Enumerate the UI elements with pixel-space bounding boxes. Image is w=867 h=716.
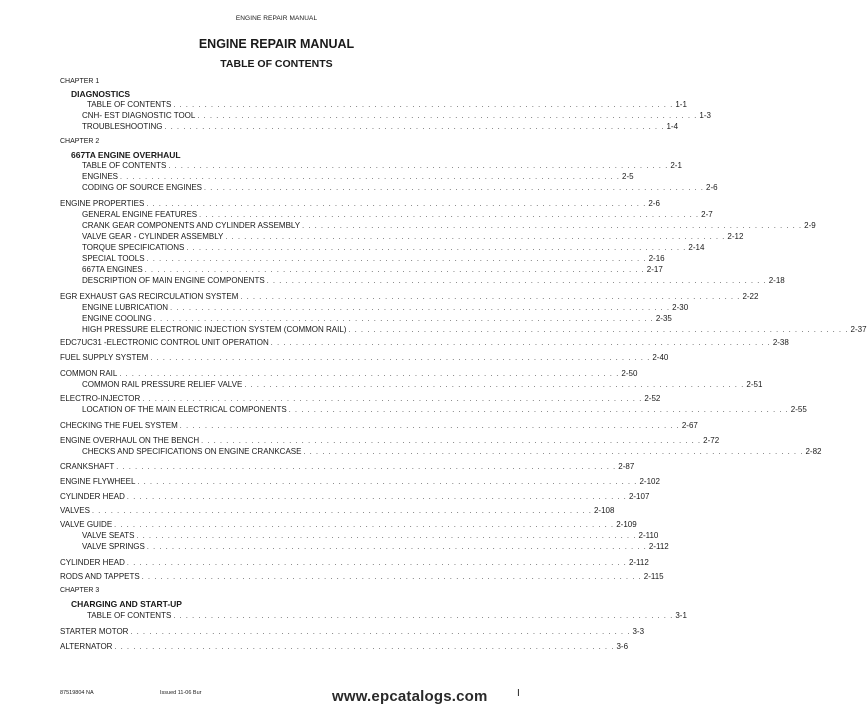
toc-entry[interactable] xyxy=(82,531,659,542)
toc-entry-title: TABLE OF CONTENTS xyxy=(82,161,167,170)
toc-leader-dots: . . . . . . . . . . . . . . . . . . . . . . . . . . . . . . . . . . . . . . . . . . . . . . . . . . . . . . . . . . . . . . . . . . . . . . . . . . . . . . . . xyxy=(91,508,592,515)
chapter-title: DIAGNOSTICS xyxy=(71,89,131,99)
toc-entry-title: VALVES xyxy=(60,506,90,515)
toc-entry[interactable] xyxy=(82,314,672,325)
toc-entry-page: 2-6 xyxy=(648,199,660,208)
toc-entry-page: 2-16 xyxy=(648,254,665,263)
toc-leader-dots: . . . . . . . . . . . . . . . . . . . . . . . . . . . . . . . . . . . . . . . . . . . . . . . . . . . . . . . . . . . . . . . . . . . . . . . . . . . . . . . . xyxy=(199,212,700,219)
toc-leader-dots: . . . . . . . . . . . . . . . . . . . . . . . . . . . . . . . . . . . . . . . . . . . . . . . . . . . . . . . . . . . . . . . . . . . . . . . . . . . . . . . . xyxy=(240,294,741,301)
toc-leader-dots: . . . . . . . . . . . . . . . . . . . . . . . . . . . . . . . . . . . . . . . . . . . . . . . . . . . . . . . . . . . . . . . . . . . . . . . . . . . . . . . . xyxy=(288,407,789,414)
toc-entry-page: 3-3 xyxy=(632,627,645,636)
toc-entry-page: 1-1 xyxy=(675,100,687,109)
toc-entry-page: 2-52 xyxy=(644,394,661,403)
toc-entry-title: HIGH PRESSURE ELECTRONIC INJECTION SYSTEM (COMMON RAIL) xyxy=(82,325,347,334)
toc-entry[interactable] xyxy=(82,276,785,287)
toc-entry[interactable] xyxy=(60,642,629,653)
toc-entry-page: 2-1 xyxy=(670,161,682,170)
toc-leader-dots: . . . . . . . . . . . . . . . . . . . . . . . . . . . . . . . . . . . . . . . . . . . . . . . . . . . . . . . . . . . . . . . . . . . . . . . . . . . . . . . . xyxy=(146,544,647,551)
toc-entry-title: CODING OF SOURCE ENGINES xyxy=(82,183,203,192)
toc-leader-dots: . . . . . . . . . . . . . . . . . . . . . . . . . . . . . . . . . . . . . . . . . . . . . . . . . . . . . . . . . . . . . . . . . . . . . . . . . . . . . . . . xyxy=(173,102,674,109)
toc-entry[interactable] xyxy=(82,221,816,232)
toc-entry-page: 2-9 xyxy=(804,221,816,230)
toc-entry-page: 2-17 xyxy=(646,265,663,274)
toc-leader-dots: . . . . . . . . . . . . . . . . . . . . . . . . . . . . . . . . . . . . . . . . . . . . . . . . . . . . . . . . . . . . . . . . . . . . . . . . . . . . . . . . xyxy=(168,163,669,170)
toc-entry-title: ENGINES xyxy=(82,172,119,181)
toc-entry-title: ENGINE COOLING xyxy=(82,314,152,323)
toc-entry-page: 1-3 xyxy=(699,111,711,120)
toc-entry[interactable] xyxy=(60,394,661,405)
toc-entry-title: ELECTRO-INJECTOR xyxy=(60,394,141,403)
toc-entry-page: 1-4 xyxy=(666,122,679,131)
toc-entry-title: GENERAL ENGINE FEATURES xyxy=(82,210,198,219)
toc-leader-dots: . . . . . . . . . . . . . . . . . . . . . . . . . . . . . . . . . . . . . . . . . . . . . . . . . . . . . . . . . . . . . . . . . . . . . . . . . . . . . . . . xyxy=(197,113,698,120)
toc-leader-dots: . . . . . . . . . . . . . . . . . . . . . . . . . . . . . . . . . . . . . . . . . . . . . . . . . . . . . . . . . . . . . . . . . . . . . . . . . . . . . . . . xyxy=(116,464,617,471)
toc-leader-dots: . . . . . . . . . . . . . . . . . . . . . . . . . . . . . . . . . . . . . . . . . . . . . . . . . . . . . . . . . . . . . . . . . . . . . . . . . . . . . . . . xyxy=(142,396,643,403)
toc-entry-page: 2-108 xyxy=(593,506,615,515)
chapter-label: CHAPTER 1 xyxy=(60,78,100,85)
toc-entry[interactable] xyxy=(60,292,759,303)
toc-entry-page: 2-51 xyxy=(746,380,763,389)
toc-entry-title: LOCATION OF THE MAIN ELECTRICAL COMPONENTS xyxy=(82,405,287,414)
toc-leader-dots: . . . . . . . . . . . . . . . . . . . . . . . . . . . . . . . . . . . . . . . . . . . . . . . . . . . . . . . . . . . . . . . . . . . . . . . . . . . . . . . . xyxy=(266,278,767,285)
toc-entry-title: FUEL SUPPLY SYSTEM xyxy=(60,353,149,362)
toc-entry[interactable] xyxy=(82,254,665,265)
toc-entry[interactable] xyxy=(87,100,687,111)
toc-leader-dots: . . . . . . . . . . . . . . . . . . . . . . . . . . . . . . . . . . . . . . . . . . . . . . . . . . . . . . . . . . . . . . . . . . . . . . . . . . . . . . . . xyxy=(141,574,642,581)
toc-entry-page: 2-14 xyxy=(688,243,705,252)
toc-entry[interactable] xyxy=(60,338,789,349)
chapter-label: CHAPTER 2 xyxy=(60,138,100,145)
toc-entry-title: CHECKING THE FUEL SYSTEM xyxy=(60,421,178,430)
toc-leader-dots: . . . . . . . . . . . . . . . . . . . . . . . . . . . . . . . . . . . . . . . . . . . . . . . . . . . . . . . . . . . . . . . . . . . . . . . . . . . . . . . . xyxy=(201,438,702,445)
toc-entry-title: TABLE OF CONTENTS xyxy=(87,611,172,620)
toc-leader-dots: . . . . . . . . . . . . . . . . . . . . . . . . . . . . . . . . . . . . . . . . . . . . . . . . . . . . . . . . . . . . . . . . . . . . . . . . . . . . . . . . xyxy=(146,256,647,263)
toc-entry[interactable] xyxy=(82,405,807,416)
toc-leader-dots: . . . . . . . . . . . . . . . . . . . . . . . . . . . . . . . . . . . . . . . . . . . . . . . . . . . . . . . . . . . . . . . . . . . . . . . . . . . . . . . . xyxy=(150,355,651,362)
toc-entry-title: ENGINE OVERHAUL ON THE BENCH xyxy=(60,436,200,445)
toc-leader-dots: . . . . . . . . . . . . . . . . . . . . . . . . . . . . . . . . . . . . . . . . . . . . . . . . . . . . . . . . . . . . . . . . . . . . . . . . . . . . . . . . xyxy=(114,522,615,529)
toc-entry-page: 2-22 xyxy=(742,292,759,301)
toc-entry-title: COMMON RAIL xyxy=(60,369,118,378)
toc-entry[interactable] xyxy=(60,572,664,583)
toc-entry-page: 2-7 xyxy=(701,210,713,219)
toc-entry[interactable] xyxy=(60,199,660,210)
toc-entry-page: 2-72 xyxy=(703,436,720,445)
toc-entry-page: 2-87 xyxy=(618,462,635,471)
toc-entry[interactable] xyxy=(60,506,615,517)
toc-entry-page: 2-30 xyxy=(672,303,689,312)
toc-entry-page: 2-102 xyxy=(639,477,660,486)
toc-entry[interactable] xyxy=(60,520,637,531)
toc-leader-dots: . . . . . . . . . . . . . . . . . . . . . . . . . . . . . . . . . . . . . . . . . . . . . . . . . . . . . . . . . . . . . . . . . . . . . . . . . . . . . . . . xyxy=(146,201,647,208)
toc-entry-title: SPECIAL TOOLS xyxy=(82,254,145,263)
toc-leader-dots: . . . . . . . . . . . . . . . . . . . . . . . . . . . . . . . . . . . . . . . . . . . . . . . . . . . . . . . . . . . . . . . . . . . . . . . . . . . . . . . . xyxy=(348,327,849,334)
toc-leader-dots: . . . . . . . . . . . . . . . . . . . . . . . . . . . . . . . . . . . . . . . . . . . . . . . . . . . . . . . . . . . . . . . . . . . . . . . . . . . . . . . . xyxy=(179,423,680,430)
toc-leader-dots: . . . . . . . . . . . . . . . . . . . . . . . . . . . . . . . . . . . . . . . . . . . . . . . . . . . . . . . . . . . . . . . . . . . . . . . . . . . . . . . . xyxy=(270,340,771,347)
toc-entry-page: 2-6 xyxy=(706,183,718,192)
toc-leader-dots: . . . . . . . . . . . . . . . . . . . . . . . . . . . . . . . . . . . . . . . . . . . . . . . . . . . . . . . . . . . . . . . . . . . . . . . . . . . . . . . . xyxy=(186,245,687,252)
toc-entry-page: 2-82 xyxy=(805,447,822,456)
toc-entry[interactable] xyxy=(60,436,720,447)
toc-entry[interactable] xyxy=(60,369,638,380)
footer-issue-date: Issued 11-06 Bur xyxy=(160,690,202,696)
toc-entry-title: VALVE SEATS xyxy=(82,531,135,540)
toc-entry[interactable] xyxy=(82,303,689,314)
toc-entry-page: 2-12 xyxy=(727,232,744,241)
toc-entry[interactable] xyxy=(82,542,669,553)
toc-entry[interactable] xyxy=(82,380,763,391)
page-number: I xyxy=(517,688,520,699)
toc-leader-dots: . . . . . . . . . . . . . . . . . . . . . . . . . . . . . . . . . . . . . . . . . . . . . . . . . . . . . . . . . . . . . . . . . . . . . . . . . . . . . . . . xyxy=(244,382,745,389)
toc-entry-page: 3-1 xyxy=(675,611,687,620)
toc-leader-dots: . . . . . . . . . . . . . . . . . . . . . . . . . . . . . . . . . . . . . . . . . . . . . . . . . . . . . . . . . . . . . . . . . . . . . . . . . . . . . . . . xyxy=(144,267,645,274)
toc-entry[interactable] xyxy=(60,462,635,473)
toc-entry-title: VALVE GEAR - CYLINDER ASSEMBLY xyxy=(82,232,224,241)
toc-entry-page: 2-5 xyxy=(622,172,634,181)
toc-leader-dots: . . . . . . . . . . . . . . . . . . . . . . . . . . . . . . . . . . . . . . . . . . . . . . . . . . . . . . . . . . . . . . . . . . . . . . . . . . . . . . . . xyxy=(225,234,726,241)
toc-entry[interactable] xyxy=(82,265,663,276)
chapter-title: 667TA ENGINE OVERHAUL xyxy=(71,150,181,160)
chapter-title: CHARGING AND START-UP xyxy=(71,599,182,609)
toc-entry[interactable] xyxy=(60,627,645,638)
toc-entry-page: 2-115 xyxy=(643,572,664,581)
toc-leader-dots: . . . . . . . . . . . . . . . . . . . . . . . . . . . . . . . . . . . . . . . . . . . . . . . . . . . . . . . . . . . . . . . . . . . . . . . . . . . . . . . . xyxy=(130,629,631,636)
toc-entry-page: 3-6 xyxy=(616,642,629,651)
toc-entry-title: CYLINDER HEAD xyxy=(60,492,125,501)
toc-entry[interactable] xyxy=(82,325,867,336)
toc-entry-title: CRANKSHAFT xyxy=(60,462,115,471)
toc-leader-dots: . . . . . . . . . . . . . . . . . . . . . . . . . . . . . . . . . . . . . . . . . . . . . . . . . . . . . . . . . . . . . . . . . . . . . . . . . . . . . . . . xyxy=(120,174,621,181)
toc-leader-dots: . . . . . . . . . . . . . . . . . . . . . . . . . . . . . . . . . . . . . . . . . . . . . . . . . . . . . . . . . . . . . . . . . . . . . . . . . . . . . . . . xyxy=(126,560,627,567)
toc-entry-title: CYLINDER HEAD xyxy=(60,558,125,567)
toc-entry[interactable] xyxy=(82,210,713,221)
toc-entry[interactable] xyxy=(82,447,822,458)
toc-entry-page: 2-35 xyxy=(655,314,672,323)
toc-leader-dots: . . . . . . . . . . . . . . . . . . . . . . . . . . . . . . . . . . . . . . . . . . . . . . . . . . . . . . . . . . . . . . . . . . . . . . . . . . . . . . . . xyxy=(153,316,654,323)
toc-entry-page: 2-67 xyxy=(681,421,698,430)
toc-entry-title: RODS AND TAPPETS xyxy=(60,572,140,581)
toc-entry-title: CHECKS AND SPECIFICATIONS ON ENGINE CRANKCASE xyxy=(82,447,302,456)
toc-entry-title: DESCRIPTION OF MAIN ENGINE COMPONENTS xyxy=(82,276,265,285)
toc-entry-page: 2-109 xyxy=(616,520,637,529)
toc-entry-page: 2-38 xyxy=(772,338,789,347)
toc-entry-title: ALTERNATOR xyxy=(60,642,113,651)
running-header: ENGINE REPAIR MANUAL xyxy=(235,15,318,22)
toc-leader-dots: . . . . . . . . . . . . . . . . . . . . . . . . . . . . . . . . . . . . . . . . . . . . . . . . . . . . . . . . . . . . . . . . . . . . . . . . . . . . . . . . xyxy=(173,613,674,620)
toc-entry-title: TROUBLESHOOTING xyxy=(82,122,163,131)
toc-entry[interactable] xyxy=(60,421,698,432)
toc-entry-title: 667TA ENGINES xyxy=(82,265,143,274)
toc-leader-dots: . . . . . . . . . . . . . . . . . . . . . . . . . . . . . . . . . . . . . . . . . . . . . . . . . . . . . . . . . . . . . . . . . . . . . . . . . . . . . . . . xyxy=(164,124,665,131)
toc-entry-page: 2-40 xyxy=(652,353,669,362)
chapter-label: CHAPTER 3 xyxy=(60,587,100,594)
toc-entry[interactable] xyxy=(82,232,744,243)
toc-entry-title: ENGINE PROPERTIES xyxy=(60,199,145,208)
toc-entry-title: VALVE SPRINGS xyxy=(82,542,145,551)
toc-leader-dots: . . . . . . . . . . . . . . . . . . . . . . . . . . . . . . . . . . . . . . . . . . . . . . . . . . . . . . . . . . . . . . . . . . . . . . . . . . . . . . . . xyxy=(137,479,638,486)
toc-entry-page: 2-50 xyxy=(621,369,638,378)
toc-entry-page: 2-112 xyxy=(648,542,669,551)
toc-leader-dots: . . . . . . . . . . . . . . . . . . . . . . . . . . . . . . . . . . . . . . . . . . . . . . . . . . . . . . . . . . . . . . . . . . . . . . . . . . . . . . . . xyxy=(170,305,671,312)
toc-entry[interactable] xyxy=(60,477,660,488)
toc-entry-page: 2-55 xyxy=(790,405,807,414)
toc-entry-title: COMMON RAIL PRESSURE RELIEF VALVE xyxy=(82,380,243,389)
toc-entry-title: VALVE GUIDE xyxy=(60,520,113,529)
toc-entry-page: 2-112 xyxy=(628,558,649,567)
toc-entry[interactable] xyxy=(87,611,687,622)
toc-entry[interactable] xyxy=(60,353,669,364)
document-title: ENGINE REPAIR MANUAL xyxy=(198,37,355,51)
toc-entry-title: ENGINE FLYWHEEL xyxy=(60,477,136,486)
toc-entry-title: TORQUE SPECIFICATIONS xyxy=(82,243,185,252)
toc-entry-page: 2-37 xyxy=(850,325,867,334)
toc-entry-title: EGR EXHAUST GAS RECIRCULATION SYSTEM xyxy=(60,292,239,301)
toc-leader-dots: . . . . . . . . . . . . . . . . . . . . . . . . . . . . . . . . . . . . . . . . . . . . . . . . . . . . . . . . . . . . . . . . . . . . . . . . . . . . . . . . xyxy=(136,533,637,540)
toc-leader-dots: . . . . . . . . . . . . . . . . . . . . . . . . . . . . . . . . . . . . . . . . . . . . . . . . . . . . . . . . . . . . . . . . . . . . . . . . . . . . . . . . xyxy=(119,371,620,378)
toc-entry[interactable] xyxy=(82,122,679,133)
toc-entry[interactable] xyxy=(82,243,705,254)
toc-leader-dots: . . . . . . . . . . . . . . . . . . . . . . . . . . . . . . . . . . . . . . . . . . . . . . . . . . . . . . . . . . . . . . . . . . . . . . . . . . . . . . . . xyxy=(114,644,615,651)
toc-entry-title: STARTER MOTOR xyxy=(60,627,129,636)
watermark: www.epcatalogs.com xyxy=(332,688,488,705)
document-subtitle: TABLE OF CONTENTS xyxy=(220,58,333,70)
toc-entry[interactable] xyxy=(60,558,649,569)
toc-leader-dots: . . . . . . . . . . . . . . . . . . . . . . . . . . . . . . . . . . . . . . . . . . . . . . . . . . . . . . . . . . . . . . . . . . . . . . . . . . . . . . . . xyxy=(204,185,705,192)
toc-entry-title: EDC7UC31 -ELECTRONIC CONTROL UNIT OPERATION xyxy=(60,338,269,347)
toc-entry-title: CRANK GEAR COMPONENTS AND CYLINDER ASSEMBLY xyxy=(82,221,301,230)
toc-entry[interactable] xyxy=(60,492,650,503)
toc-entry-title: ENGINE LUBRICATION xyxy=(82,303,169,312)
footer-document-code: 87519804 NA xyxy=(60,690,94,696)
toc-leader-dots: . . . . . . . . . . . . . . . . . . . . . . . . . . . . . . . . . . . . . . . . . . . . . . . . . . . . . . . . . . . . . . . . . . . . . . . . . . . . . . . . xyxy=(303,449,804,456)
toc-leader-dots: . . . . . . . . . . . . . . . . . . . . . . . . . . . . . . . . . . . . . . . . . . . . . . . . . . . . . . . . . . . . . . . . . . . . . . . . . . . . . . . . xyxy=(302,223,803,230)
toc-entry[interactable] xyxy=(82,183,718,194)
toc-entry[interactable] xyxy=(82,161,682,172)
toc-entry-title: CNH- EST DIAGNOSTIC TOOL xyxy=(82,111,196,120)
toc-entry[interactable] xyxy=(82,111,711,122)
toc-entry-title: TABLE OF CONTENTS xyxy=(87,100,172,109)
toc-entry-page: 2-110 xyxy=(638,531,659,540)
toc-entry-page: 2-107 xyxy=(628,492,650,501)
toc-entry-page: 2-18 xyxy=(768,276,785,285)
toc-leader-dots: . . . . . . . . . . . . . . . . . . . . . . . . . . . . . . . . . . . . . . . . . . . . . . . . . . . . . . . . . . . . . . . . . . . . . . . . . . . . . . . . xyxy=(126,494,627,501)
toc-entry[interactable] xyxy=(82,172,634,183)
